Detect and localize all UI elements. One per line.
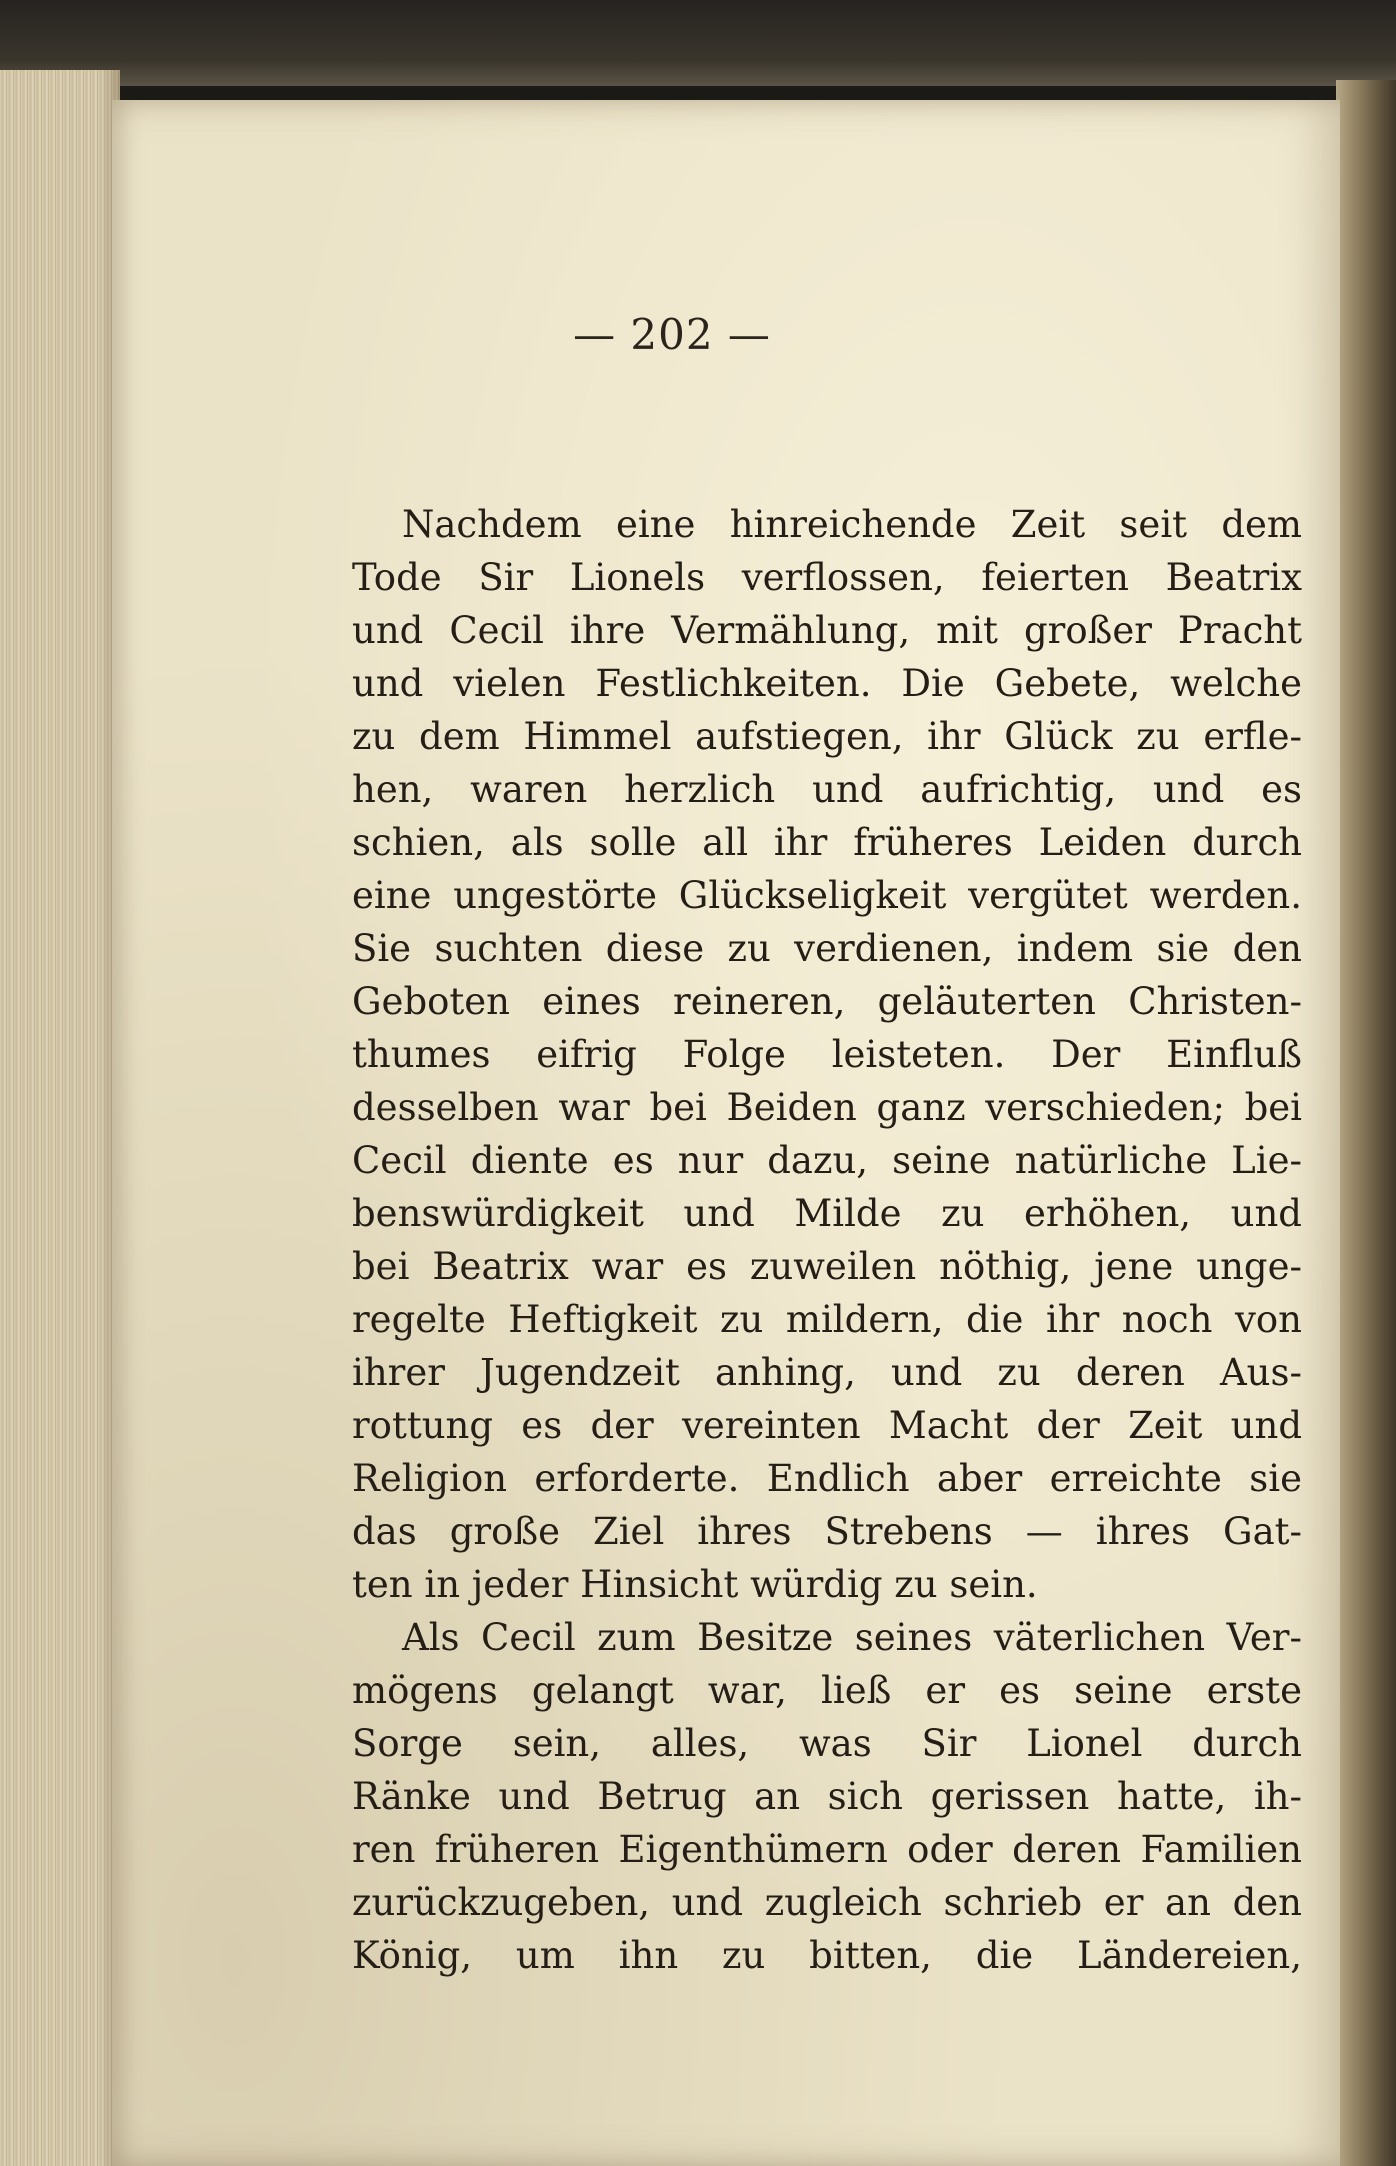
text-line: und Cecil ihre Vermählung, mit großer Pracht: [352, 609, 1302, 652]
book-top-edge: [0, 0, 1396, 86]
text-line: Geboten eines reineren, geläuterten Christen-: [352, 980, 1302, 1023]
book-page: [112, 100, 1340, 2166]
text-line: regelte Heftigkeit zu mildern, die ihr noch von: [352, 1298, 1302, 1341]
text-line: Sie suchten diese zu verdienen, indem sie den: [352, 927, 1302, 970]
text-line: König, um ihn zu bitten, die Ländereien,: [352, 1934, 1302, 1977]
text-line: Als Cecil zum Besitze seines väterlichen Ver-: [402, 1616, 1302, 1659]
page-number: — 202 —: [573, 310, 771, 359]
text-line: zurückzugeben, und zugleich schrieb er an den: [352, 1881, 1302, 1924]
text-line: Sorge sein, alles, was Sir Lionel durch: [352, 1722, 1302, 1765]
text-line: Nachdem eine hinreichende Zeit seit dem: [402, 503, 1302, 546]
text-line: benswürdigkeit und Milde zu erhöhen, und: [352, 1192, 1302, 1235]
text-line: bei Beatrix war es zuweilen nöthig, jene unge-: [352, 1245, 1302, 1288]
text-line: ihrer Jugendzeit anhing, und zu deren Aus-: [352, 1351, 1302, 1394]
page-edges-left: [0, 70, 120, 2166]
text-line: desselben war bei Beiden ganz verschieden; bei: [352, 1086, 1302, 1129]
text-line: und vielen Festlichkeiten. Die Gebete, welche: [352, 662, 1302, 705]
text-line: das große Ziel ihres Strebens — ihres Gat-: [352, 1510, 1302, 1553]
paragraph-2: [352, 1611, 1302, 1982]
text-line: schien, als solle all ihr früheres Leiden durch: [352, 821, 1302, 864]
book-binding-right: [1336, 80, 1396, 2166]
paragraph-1: [352, 498, 1302, 1611]
text-line: Ränke und Betrug an sich gerissen hatte, ih-: [352, 1775, 1302, 1818]
text-line: thumes eifrig Folge leisteten. Der Einfluß: [352, 1033, 1302, 1076]
text-line: ren früheren Eigenthümern oder deren Familien: [352, 1828, 1302, 1871]
text-line: rottung es der vereinten Macht der Zeit und: [352, 1404, 1302, 1447]
text-line: zu dem Himmel aufstiegen, ihr Glück zu erfle-: [352, 715, 1302, 758]
text-line: Religion erforderte. Endlich aber erreichte sie: [352, 1457, 1302, 1500]
body-text: [352, 498, 1302, 1982]
text-line: mögens gelangt war, ließ er es seine erste: [352, 1669, 1302, 1712]
text-line: hen, waren herzlich und aufrichtig, und es: [352, 768, 1302, 811]
text-line: ten in jeder Hinsicht würdig zu sein.: [352, 1563, 1038, 1606]
text-line: Cecil diente es nur dazu, seine natürliche Lie-: [352, 1139, 1302, 1182]
text-line: Tode Sir Lionels verflossen, feierten Beatrix: [352, 556, 1302, 599]
text-line: eine ungestörte Glückseligkeit vergütet werden.: [352, 874, 1302, 917]
